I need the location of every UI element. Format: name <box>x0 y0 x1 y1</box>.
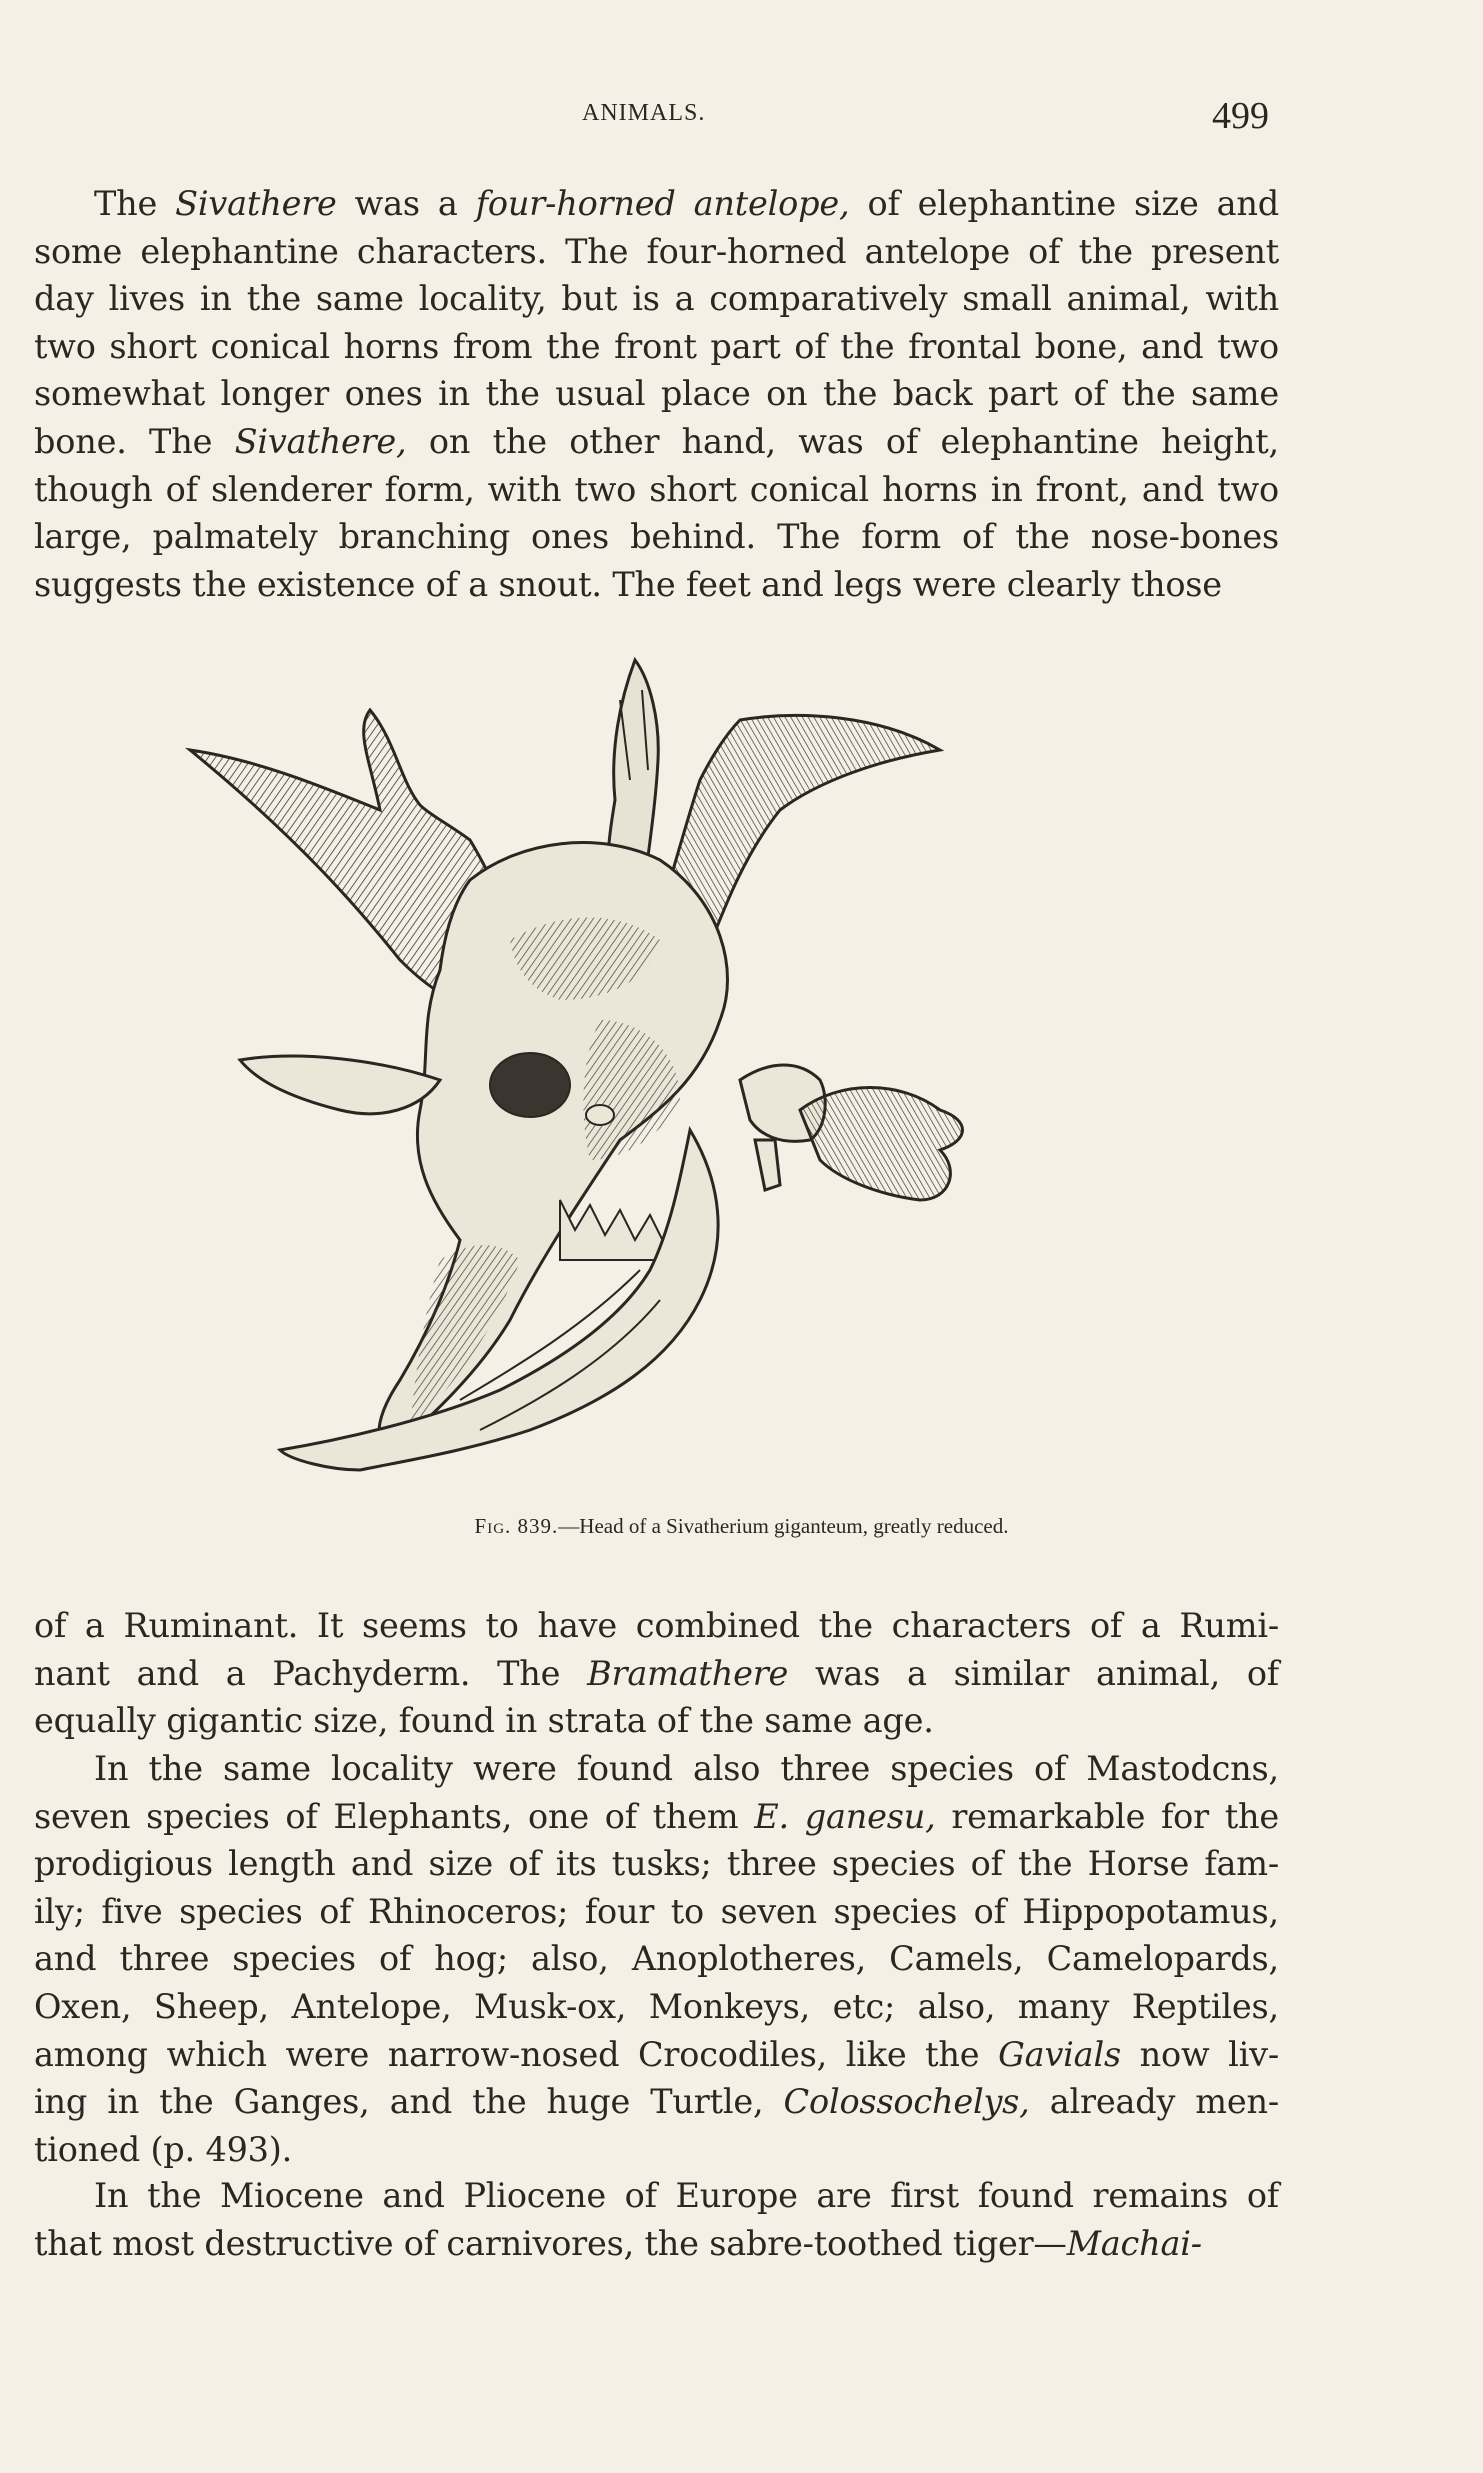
italic-term: Bramathere <box>587 1653 789 1693</box>
text-line: Oxen, Sheep, Antelope, Musk-ox, Monkeys, etc; also, many Reptiles, <box>34 1986 1279 2026</box>
text-line: prodigious length and size of its tusks; three species of the Horse fam- <box>34 1844 1279 1884</box>
italic-term: Colossochelys, <box>783 2082 1030 2122</box>
paragraph-species-list <box>34 1745 1279 2173</box>
running-head-title: ANIMALS. <box>582 100 706 126</box>
text-line: large, palmately branching ones behind. The form of the nose-bones <box>34 517 1279 557</box>
text-line: though of slenderer form, with two short conical horns in front, and two <box>34 469 1279 509</box>
figure-sivatherium-skull <box>180 640 1120 1520</box>
text-line: and three species of hog; also, Anoplotheres, Camels, Camelopards, <box>34 1939 1279 1979</box>
paragraph-miocene <box>34 2172 1279 2267</box>
text-line: ing in the Ganges, and the huge Turtle, Colossochelys, already men- <box>34 2082 1279 2122</box>
running-head <box>0 96 1483 136</box>
text-line: nant and a Pachyderm. The Bramathere was a similar animal, of <box>34 1653 1279 1693</box>
italic-term: Sivathere, <box>234 421 407 461</box>
text-line: among which were narrow-nosed Crocodiles, like the Gavials now liv- <box>34 2034 1279 2074</box>
italic-term: E. ganesu, <box>754 1796 936 1836</box>
text-line: two short conical horns from the front part of the frontal bone, and two <box>34 326 1279 366</box>
text-line: of a Ruminant. It seems to have combined the characters of a Rumi- <box>34 1606 1279 1645</box>
figure-caption-text: —Head of a Sivatherium giganteum, greatly reduced. <box>558 1514 1009 1538</box>
text-line: equally gigantic size, found in strata of the same age. <box>34 1701 934 1741</box>
figure-number: Fig. 839. <box>474 1514 559 1538</box>
figure-caption <box>0 1514 1483 1539</box>
paragraph-sivathere <box>34 180 1279 608</box>
text-line: tioned (p. 493). <box>34 2129 293 2169</box>
text-line: suggests the existence of a snout. The feet and legs were clearly those <box>34 564 1222 604</box>
text-line: In the Miocene and Pliocene of Europe are first found remains of <box>94 2176 1279 2215</box>
text-line: ily; five species of Rhinoceros; four to seven species of Hippopotamus, <box>34 1891 1279 1931</box>
text-line: The Sivathere was a four-horned antelope, of elephantine size and <box>94 184 1280 223</box>
paragraph-ruminant <box>34 1602 1279 1745</box>
italic-term: Gavials <box>998 2034 1121 2074</box>
text-line: somewhat longer ones in the usual place on the back part of the same <box>34 374 1279 414</box>
text-line: some elephantine characters. The four-horned antelope of the present <box>34 231 1279 271</box>
text-line: that most destructive of carnivores, the sabre-toothed tiger—Machai- <box>34 2223 1202 2263</box>
text-line: bone. The Sivathere, on the other hand, was of elephantine height, <box>34 421 1279 461</box>
italic-term: Machai- <box>1066 2223 1202 2263</box>
cheek-spur <box>240 1056 440 1114</box>
italic-term: four-horned antelope, <box>475 184 850 223</box>
page-number: 499 <box>1212 95 1269 137</box>
text-line: seven species of Elephants, one of them E. ganesu, remarkable for the <box>34 1796 1279 1836</box>
text-line: day lives in the same locality, but is a comparatively small animal, with <box>34 279 1279 319</box>
italic-term: Sivathere <box>175 184 337 223</box>
text-line: In the same locality were found also three species of Mastodcns, <box>94 1749 1279 1788</box>
vertebrae <box>740 1065 963 1200</box>
skull-engraving-illustration <box>180 640 1120 1520</box>
